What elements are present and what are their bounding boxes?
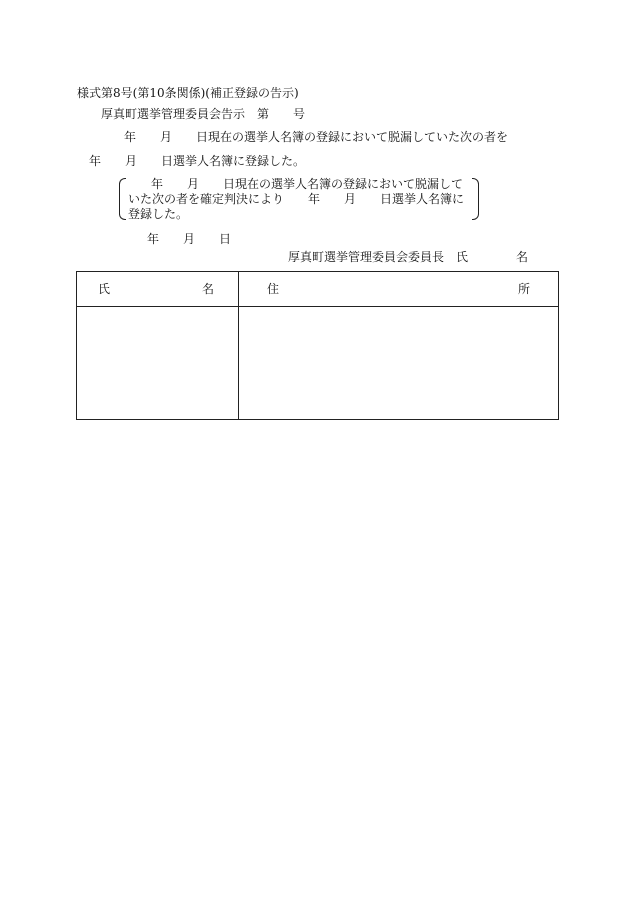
date-line: 年 月 日 [147,232,232,246]
signature: 厚真町選挙管理委員会委員長 氏 [288,250,469,264]
name-cell[interactable] [77,307,239,420]
alt-line-3: 登録した。 [128,207,189,221]
name-header-right: 名 [201,282,214,296]
address-header-right: 所 [517,282,530,296]
address-header-left: 住 [267,282,280,296]
alt-line-2: いた次の者を確定判決により 年 月 日選挙人名簿に [128,192,465,206]
signature-name: 名 [516,250,529,264]
alt-line-1: 年 月 日現在の選挙人名簿の登録において脱漏して [151,177,464,191]
bracket-left [119,178,126,220]
table-row [77,307,559,420]
body-line-2: 年 月 日選挙人名簿に登録した。 [89,154,306,168]
bracket-right [472,178,479,220]
table-header-row [77,272,559,307]
body-line-1: 年 月 日現在の選挙人名簿の登録において脱漏していた次の者を [124,130,509,144]
address-cell[interactable] [239,307,559,420]
registration-table [76,271,559,420]
notice-title: 厚真町選挙管理委員会告示 第 号 [101,107,306,121]
form-heading: 様式第8号(第10条関係)(補正登録の告示) [77,86,299,100]
name-column-header [77,272,239,307]
address-column-header [239,272,559,307]
name-header-left: 氏 [98,282,111,296]
